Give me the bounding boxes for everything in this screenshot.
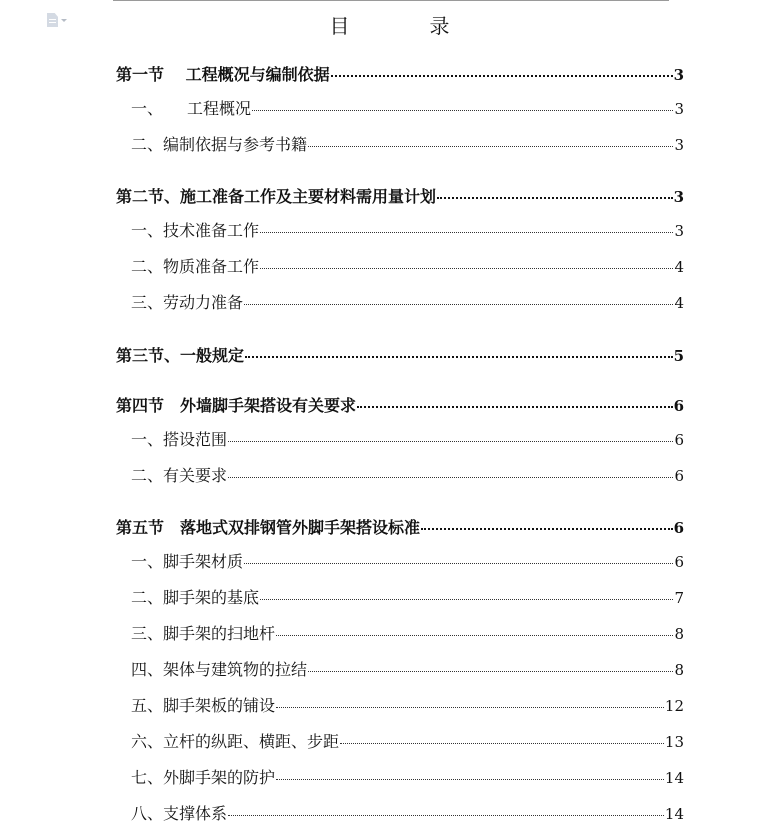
toc-section-1[interactable] (116, 62, 684, 85)
toc-item[interactable] (131, 96, 684, 119)
dot-leader (244, 304, 673, 305)
toc-section-2[interactable] (116, 184, 684, 207)
toc-entry-text: 一、技术准备工作 (131, 221, 260, 240)
dot-leader (276, 779, 664, 780)
dot-leader (276, 707, 664, 708)
toc-entry-text: 第五节 落地式双排钢管外脚手架搭设标准 (116, 518, 421, 537)
toc-entry-text: 五、脚手架板的铺设 (131, 696, 276, 715)
toc-entry-text: 二、编制依据与参考书籍 (131, 135, 308, 154)
toc-page-number: 3 (674, 136, 684, 154)
dot-leader (228, 441, 673, 442)
toc-entry-text: 第一节 工程概况与编制依据 (116, 65, 330, 84)
toc-page-number: 6 (674, 431, 684, 449)
toc-page-number: 6 (673, 397, 684, 415)
dot-leader (421, 528, 673, 530)
dot-leader (308, 671, 673, 672)
toc-entry-text: 第二节、施工准备工作及主要材料需用量计划 (116, 187, 437, 206)
toc-item[interactable] (131, 463, 684, 486)
toc-item[interactable] (131, 254, 684, 277)
toc-page-number: 5 (673, 347, 684, 365)
toc-page-number: 4 (674, 294, 684, 312)
toc-page-number: 8 (674, 661, 684, 679)
toc-page-number: 3 (674, 222, 684, 240)
toc-section-3[interactable] (116, 343, 684, 366)
toc-entry-text: 一、 工程概况 (131, 99, 252, 118)
dot-leader (308, 146, 673, 147)
toc-item[interactable] (131, 218, 684, 241)
toc-page-number: 6 (674, 553, 684, 571)
toc-page-number: 14 (664, 805, 684, 823)
toc-page-number: 12 (664, 697, 684, 715)
dot-leader (437, 197, 673, 199)
dot-leader (252, 110, 673, 111)
toc-entry-text: 一、脚手架材质 (131, 552, 244, 571)
toc-page-number: 8 (674, 625, 684, 643)
toc-page-number: 14 (664, 769, 684, 787)
toc-page-number: 6 (674, 467, 684, 485)
toc-entry-text: 二、物质准备工作 (131, 257, 260, 276)
toc-page-number: 4 (674, 258, 684, 276)
toc-section-5[interactable] (116, 515, 684, 538)
dot-leader (260, 268, 673, 269)
toc-item[interactable] (131, 693, 684, 716)
toc-item[interactable] (131, 427, 684, 450)
toc-page-number: 6 (673, 519, 684, 537)
dot-leader (245, 356, 673, 358)
dot-leader (331, 75, 673, 77)
toc-page-number: 3 (673, 188, 684, 206)
toc-item[interactable] (131, 729, 684, 752)
toc-item[interactable] (131, 585, 684, 608)
toc-title: 目 录 (329, 14, 450, 38)
dot-leader (276, 635, 673, 636)
dot-leader (228, 477, 673, 478)
toc-entry-text: 二、脚手架的基底 (131, 588, 260, 607)
toc-entry-text: 七、外脚手架的防护 (131, 768, 276, 787)
toc-entry-text: 第三节、一般规定 (116, 346, 245, 365)
toc-item[interactable] (131, 621, 684, 644)
toc-item[interactable] (131, 765, 684, 788)
dot-leader (260, 599, 673, 600)
toc-section-4[interactable] (116, 393, 684, 416)
toc-page-number: 7 (674, 589, 684, 607)
toc-page-number: 13 (664, 733, 684, 751)
toc-page-number: 3 (673, 66, 684, 84)
toc-item[interactable] (131, 290, 684, 313)
toc-item[interactable] (131, 801, 684, 824)
toc-entry-text: 三、脚手架的扫地杆 (131, 624, 276, 643)
dot-leader (244, 563, 673, 564)
toc-entry-text: 四、架体与建筑物的拉结 (131, 660, 308, 679)
toc-entry-text: 八、支撑体系 (131, 804, 228, 823)
dot-leader (357, 406, 673, 408)
toc-entry-text: 一、搭设范围 (131, 430, 228, 449)
toc-entry-text: 六、立杆的纵距、横距、步距 (131, 732, 340, 751)
toc-entry-text: 三、劳动力准备 (131, 293, 244, 312)
toc-entry-text: 第四节 外墙脚手架搭设有关要求 (116, 396, 357, 415)
page-top-rule (113, 0, 669, 1)
toc-entry-text: 二、有关要求 (131, 466, 228, 485)
toc-item[interactable] (131, 549, 684, 572)
dot-leader (260, 232, 673, 233)
dot-leader (340, 743, 664, 744)
dot-leader (228, 815, 664, 816)
toc-page-number: 3 (674, 100, 684, 118)
toc-item[interactable] (131, 657, 684, 680)
toc-item[interactable] (131, 132, 684, 155)
